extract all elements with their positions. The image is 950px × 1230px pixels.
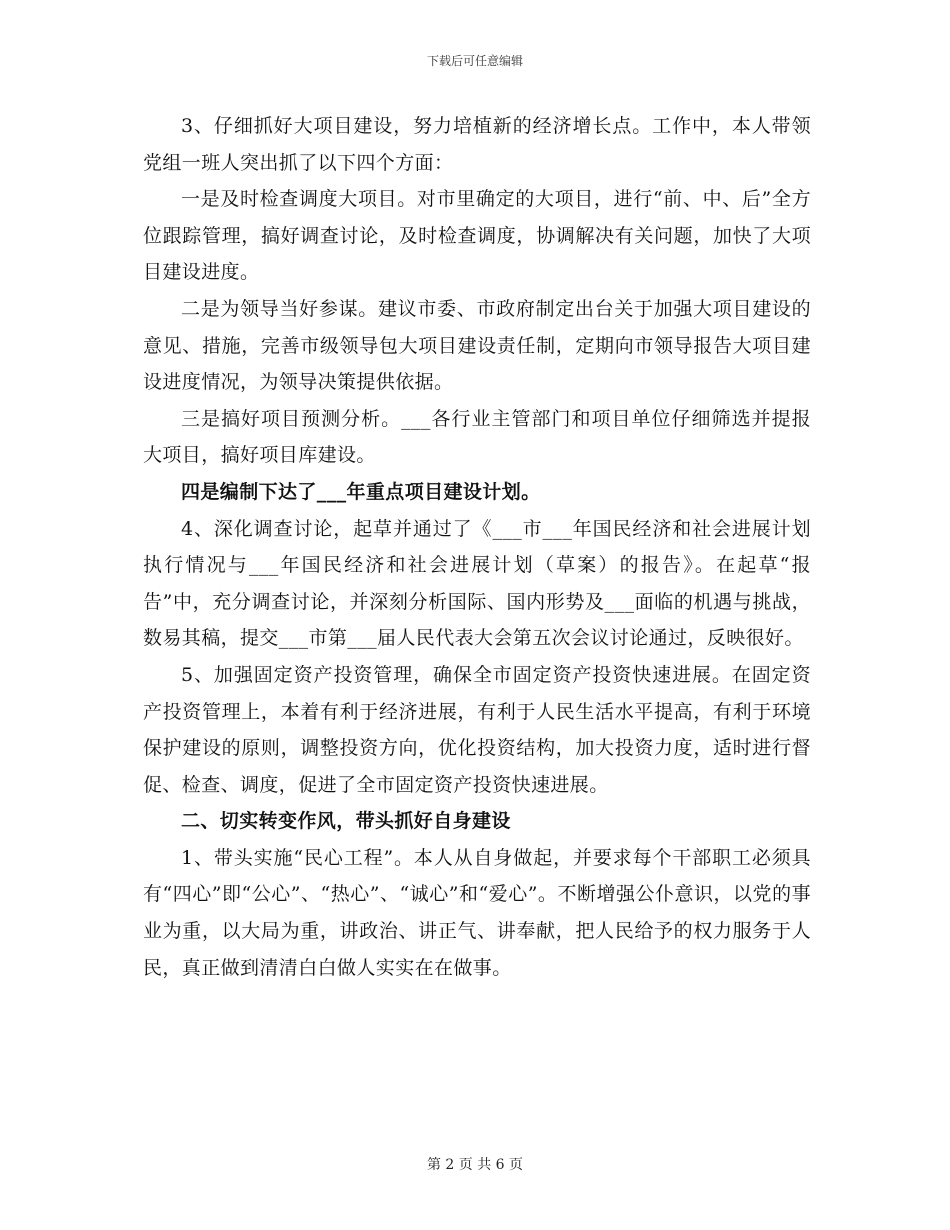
paragraph-point-three: 三是搞好项目预测分析。___各行业主管部门和项目单位仔细筛选并提报大项目，搞好项目库建设。 [143,407,811,467]
section-heading-two: 二、切实转变作风，带头抓好自身建设 [181,810,511,833]
paragraph-item3-intro: 3、仔细抓好大项目建设，努力培植新的经济增长点。工作中，本人带领党组一班人突出抓了以下四个方面： [143,115,811,174]
paragraph-section2-item1: 1、带头实施“民心工程”。本人从自身做起，并要求每个干部职工必须具有“四心”即“公心”、“热心”、“诚心”和“爱心”。不断增强公仆意识，以党的事业为重，以大局为重，讲政治、讲正气、讲奉献，把人民给予的权力服务于人民，真正做到清清白白做人实实在在做事。 [143,846,811,979]
document-body [143,108,811,986]
paragraph-point-two: 二是为领导当好参谋。建议市委、市政府制定出台关于加强大项目建设的意见、措施，完善市级领导包大项目建设责任制，定期向市领导报告大项目建设进度情况，为领导决策提供依据。 [143,297,811,394]
paragraph-item5: 5、加强固定资产投资管理，确保全市固定资产投资快速进展。在固定资产投资管理上，本着有利于经济进展，有利于人民生活水平提高，有利于环境保护建设的原则，调整投资方向，优化投资结构，加大投资力度，适时进行督促、检查、调度，促进了全市固定资产投资快速进展。 [143,663,811,796]
page-header-note: 下载后可任意编辑 [426,54,523,68]
paragraph-item4: 4、深化调查讨论，起草并通过了《___市___年国民经济和社会进展计划执行情况与___年国民经济和社会进展计划（草案）的报告》。在起草“报告”中，充分调查讨论，并深刻分析国际、国内形势及___面临的机遇与挑战，数易其稿，提交___市第___届人民代表大会第五次会议讨论通过，反映很好。 [143,517,811,650]
paragraph-point-one: 一是及时检查调度大项目。对市里确定的大项目，进行“前、中、后”全方位跟踪管理，搞好调查讨论，及时检查调度，协调解决有关问题，加快了大项目建设进度。 [143,188,811,284]
paragraph-point-four: 四是编制下达了___年重点项目建设计划。 [181,480,541,503]
page-number-footer: 第 2 页 共 6 页 [426,1157,524,1173]
